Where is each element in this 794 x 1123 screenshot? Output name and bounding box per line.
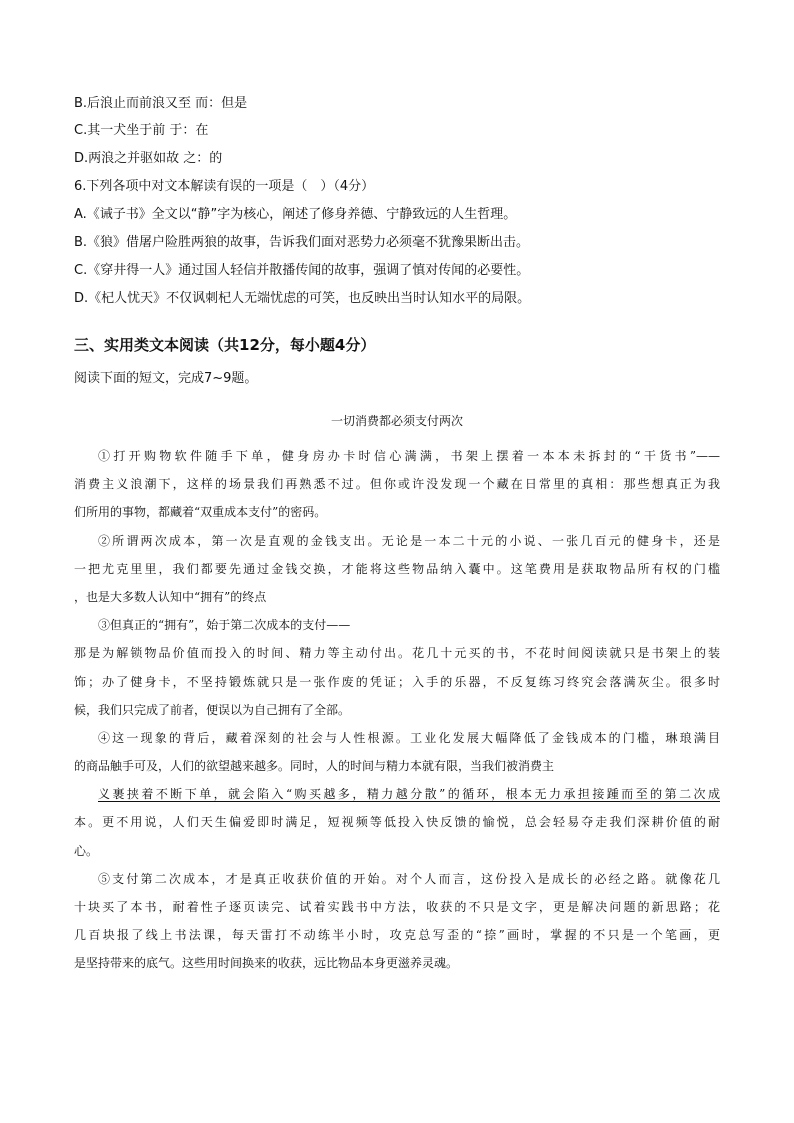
article-line: 本。更不用说，人们天生偏爱即时满足，短视频等低投入快反馈的愉悦，总会轻易夺走我们深耕价值的耐 bbox=[74, 815, 720, 830]
article-line: ④这一现象的背后，藏着深刻的社会与人性根源。工业化发展大幅降低了金钱成本的门槛，琳琅满目 bbox=[98, 730, 720, 745]
article-title: 一切消费都必须支付两次 bbox=[330, 414, 463, 428]
q6-option-d: D.《杞人忧天》不仅讽刺杞人无端忧虑的可笑，也反映出当时认知水平的局限。 bbox=[74, 291, 531, 306]
q5-option-d: D.两浪之并驱如故 之：的 bbox=[74, 151, 223, 166]
article-line: ③但真正的“拥有”，始于第二次成本的支付—— bbox=[98, 618, 351, 633]
article-line: 心。 bbox=[74, 843, 99, 858]
section-heading: 三、实用类文本阅读（共12分，每小题4分） bbox=[74, 336, 376, 354]
article-line: ①打开购物软件随手下单，健身房办卡时信心满满，书架上摆着一本本未拆封的“干货书”—— bbox=[98, 449, 720, 463]
article-line: 那是为解锁物品价值而投入的时间、精力等主动付出。花几十元买的书，不花时间阅读就只是书架上的装 bbox=[74, 646, 720, 661]
article-line: 消费主义浪潮下，这样的场景我们再熟悉不过。但你或许没发现一个藏在日常里的真相：那些想真正为我 bbox=[74, 477, 720, 492]
article-line: 十块买了本书，耐着性子逐页读完、试着实践书中方法，收获的不只是文字，更是解决问题的新思路；花 bbox=[74, 900, 720, 914]
article-line: 饰；办了健身卡，不坚持锻炼就只是一张作废的凭证；入手的乐器，不反复练习终究会落满灰尘。很多时 bbox=[74, 674, 720, 689]
article-body bbox=[74, 442, 720, 978]
article-line: 一把尤克里里，我们都要先通过金钱交换，才能将这些物品纳入囊中。这笔费用是获取物品所有权的门槛 bbox=[74, 561, 720, 576]
article-line: 候，我们只完成了前者，便误以为自己拥有了全部。 bbox=[74, 702, 351, 717]
article-line: ②所谓两次成本，第一次是直观的金钱支出。无论是一本二十元的小说、一张几百元的健身卡，还是 bbox=[98, 533, 720, 548]
article-line: ，也是大多数人认知中“拥有”的终点 bbox=[74, 589, 267, 604]
article-line: 是坚持带来的底气。这些用时间换来的收获，远比物品本身更滋养灵魂。 bbox=[74, 956, 459, 971]
q6-option-c: C.《穿井得一人》通过国人轻信并散播传闻的故事，强调了慎对传闻的必要性。 bbox=[74, 263, 530, 278]
q5-option-c: C.其一犬坐于前 于：在 bbox=[74, 123, 209, 138]
article-line: ⑤支付第二次成本，才是真正收获价值的开始。对个人而言，这份投入是成长的必经之路。就像花几 bbox=[98, 871, 720, 886]
article-line-underlined: 义裹挟着不断下单，就会陷入“购买越多，精力越分散”的循环，根本无力承担接踵而至的第二次成 bbox=[98, 787, 720, 802]
article-line: 的商品触手可及，人们的欲望越来越多。同时，人的时间与精力本就有限，当我们被消费主 bbox=[74, 759, 555, 774]
article-line: 们所用的事物，都藏着“双重成本支付”的密码。 bbox=[74, 505, 327, 520]
section-intro: 阅读下面的短文，完成7~9题。 bbox=[74, 371, 258, 386]
q6-option-a: A.《诫子书》全文以“静”字为核心，阐述了修身养德、宁静致远的人生哲理。 bbox=[74, 207, 517, 222]
q6-stem: 6.下列各项中对文本解读有误的一项是（ ）（4分） bbox=[74, 179, 375, 194]
article-line: 几百块报了线上书法课，每天雷打不动练半小时，攻克总写歪的“捺”画时，掌握的不只是一个笔画，更 bbox=[74, 928, 720, 943]
q5-option-b: B.后浪止而前浪又至 而：但是 bbox=[74, 96, 248, 111]
q6-option-b: B.《狼》借屠户险胜两狼的故事，告诉我们面对恶势力必须毫不犹豫果断出击。 bbox=[74, 235, 530, 250]
